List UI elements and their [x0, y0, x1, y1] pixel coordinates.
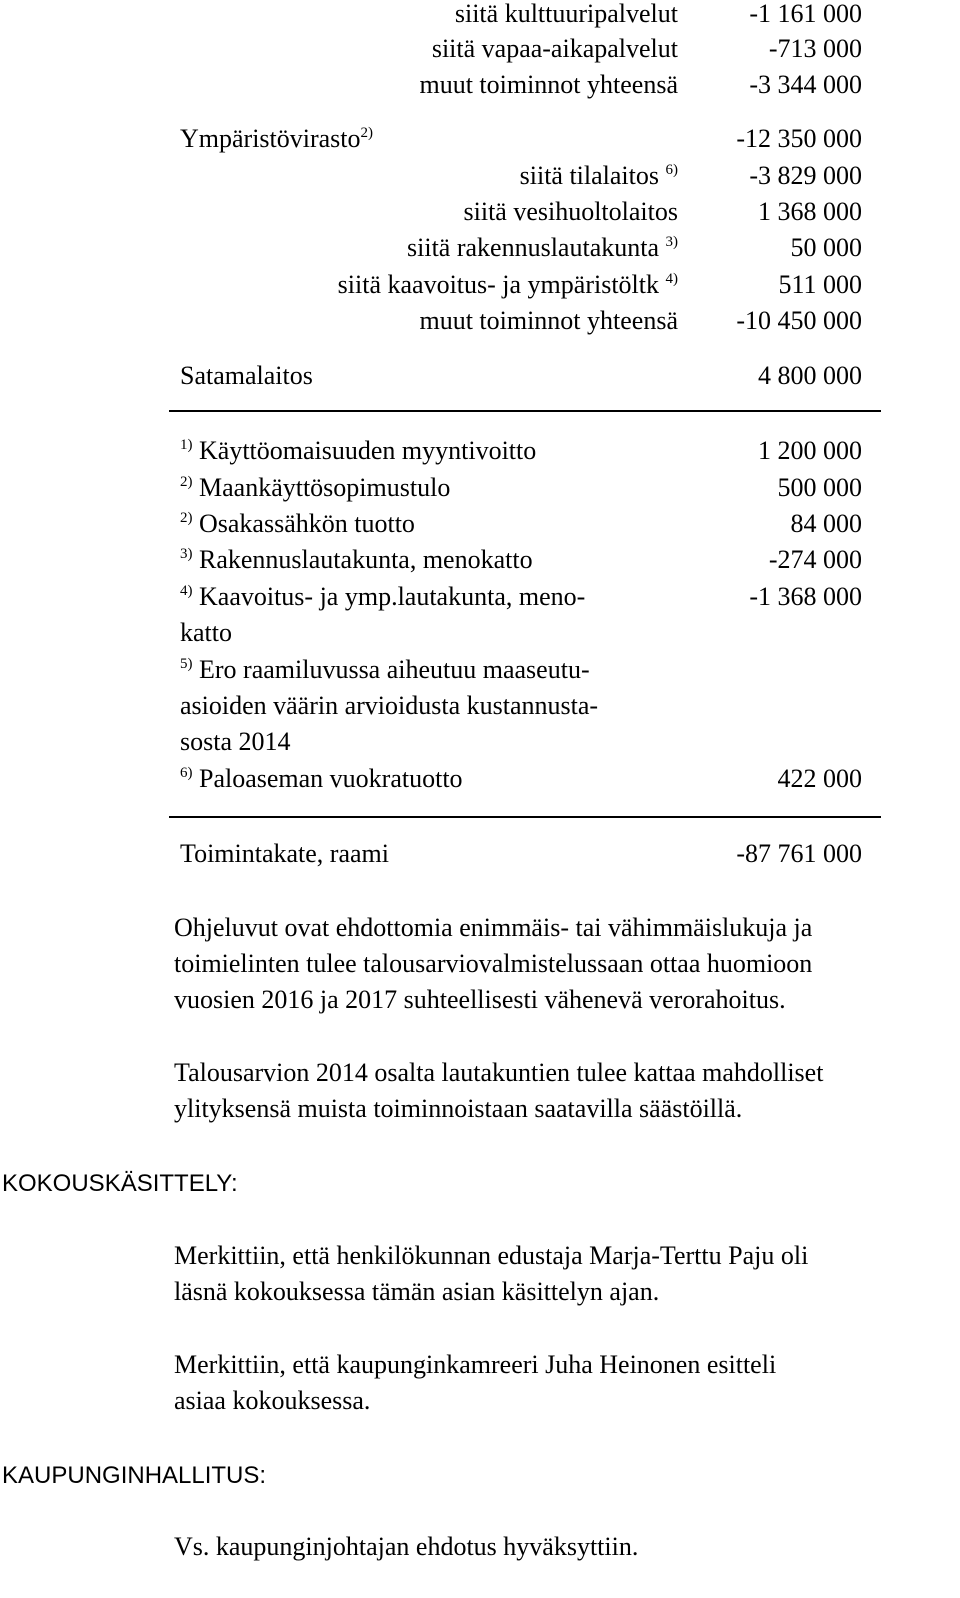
- footnote-text: $^{5)}$ Ero raamiluvussa aiheutuu maaseutu-: [180, 655, 590, 684]
- divider: [169, 410, 881, 412]
- budget-row: [0, 194, 862, 230]
- footnote-value: 500 000: [777, 473, 862, 502]
- decision-text: Vs. kaupunginjohtajan ehdotus hyväksyttiin.: [174, 1532, 639, 1561]
- paragraph-meeting-note-2: [174, 1347, 960, 1419]
- footnote-row: [0, 433, 862, 469]
- budget-row: [0, 230, 862, 266]
- divider: [169, 816, 881, 818]
- total-row: [0, 836, 862, 872]
- ymparistovirasto-row: [0, 121, 862, 157]
- row-label: Satamalaitos: [180, 361, 313, 390]
- budget-row: [0, 67, 862, 103]
- paragraph-line: Merkittiin, että kaupunginkamreeri Juha Heinonen esitteli: [174, 1350, 777, 1379]
- row-value: 511 000: [778, 270, 862, 299]
- paragraph-line: läsnä kokouksessa tämän asian käsittelyn ajan.: [174, 1277, 660, 1306]
- row-value: 50 000: [790, 233, 862, 262]
- row-label: muut toiminnot yhteensä: [419, 70, 678, 99]
- row-value: 4 800 000: [758, 361, 862, 390]
- footnote-row: [0, 470, 862, 506]
- row-label: muut toiminnot yhteensä: [419, 306, 678, 335]
- paragraph-line: ylityksensä muista toiminnoistaan saatavilla säästöillä.: [174, 1094, 743, 1123]
- footnote-text: $^{3)}$ Rakennuslautakunta, menokatto: [180, 545, 533, 574]
- row-value: -3 344 000: [749, 70, 862, 99]
- footnote-text: $^{1)}$ Käyttöomaisuuden myyntivoitto: [180, 436, 537, 465]
- footnote-value: -274 000: [768, 545, 862, 574]
- footnote-row: [0, 761, 862, 797]
- paragraph-line: vuosien 2016 ja 2017 suhteellisesti vähenevä verorahoitus.: [174, 985, 786, 1014]
- row-value: -713 000: [768, 34, 862, 63]
- footnote-value: 1 200 000: [758, 436, 862, 465]
- budget-row: [0, 303, 862, 339]
- footnote-row: [0, 579, 862, 615]
- footnote-row: [0, 506, 862, 542]
- paragraph-line: Talousarvion 2014 osalta lautakuntien tulee kattaa mahdolliset: [174, 1058, 824, 1087]
- budget-row: [0, 31, 862, 67]
- paragraph-line: Ohjeluvut ovat ehdottomia enimmäis- tai vähimmäislukuja ja: [174, 913, 813, 942]
- row-label: siitä vesihuoltolaitos: [463, 197, 678, 226]
- footnote-continuation: [0, 724, 862, 760]
- footnote-text: $^{6)}$ Paloaseman vuokratuotto: [180, 764, 463, 793]
- footnote-text: $^{2)}$ Maankäyttösopimustulo: [180, 473, 451, 502]
- section-heading-kaupunginhallitus: KAUPUNGINHALLITUS:: [2, 1462, 267, 1489]
- footnote-value: 84 000: [790, 509, 862, 538]
- row-value: -10 450 000: [736, 306, 862, 335]
- footnote-value: -1 368 000: [749, 582, 862, 611]
- footnote-continuation: [0, 615, 862, 651]
- footnote-text: $^{4)}$ Kaavoitus- ja ymp.lautakunta, meno-: [180, 582, 586, 611]
- footnote-text: asioiden väärin arvioidusta kustannusta-: [180, 691, 599, 720]
- budget-row: [0, 267, 862, 303]
- row-label: siitä vapaa-aikapalvelut: [431, 34, 678, 63]
- total-value: -87 761 000: [736, 839, 862, 868]
- paragraph-line: asiaa kokouksessa.: [174, 1386, 371, 1415]
- paragraph-meeting-note-1: [174, 1238, 960, 1310]
- row-label: siitä rakennuslautakunta $^{3)}$: [407, 233, 678, 262]
- footnote-continuation: [0, 688, 862, 724]
- total-label: Toimintakate, raami: [180, 839, 389, 868]
- row-label: siitä kulttuuripalvelut: [454, 0, 678, 28]
- row-value: -3 829 000: [749, 161, 862, 190]
- footnote-row: [0, 542, 862, 578]
- budget-row: [0, 0, 862, 32]
- paragraph-line: toimielinten tulee talousarviovalmistelussaan ottaa huomioon: [174, 949, 813, 978]
- footnote-text: $^{2)}$ Osakassähkön tuotto: [180, 509, 415, 538]
- footnote-row: [0, 652, 862, 688]
- footnote-text: katto: [180, 618, 232, 647]
- footnote-value: 422 000: [777, 764, 862, 793]
- row-label: Ympäristövirasto$^{2)}$: [180, 124, 374, 153]
- row-value: 1 368 000: [758, 197, 862, 226]
- paragraph-budget-2014: [174, 1055, 960, 1127]
- section-heading-kokouskasittely: KOKOUSKÄSITTELY:: [2, 1170, 238, 1197]
- footnote-text: sosta 2014: [180, 727, 291, 756]
- row-value: -12 350 000: [736, 124, 862, 153]
- paragraph-guidelines: [174, 910, 960, 1018]
- row-label: siitä tilalaitos $^{6)}$: [519, 161, 678, 190]
- row-value: -1 161 000: [749, 0, 862, 28]
- satamalaitos-row: [0, 358, 862, 394]
- budget-row: [0, 158, 862, 194]
- row-label: siitä kaavoitus- ja ympäristöltk $^{4)}$: [337, 270, 678, 299]
- paragraph-line: Merkittiin, että henkilökunnan edustaja Marja-Terttu Paju oli: [174, 1241, 809, 1270]
